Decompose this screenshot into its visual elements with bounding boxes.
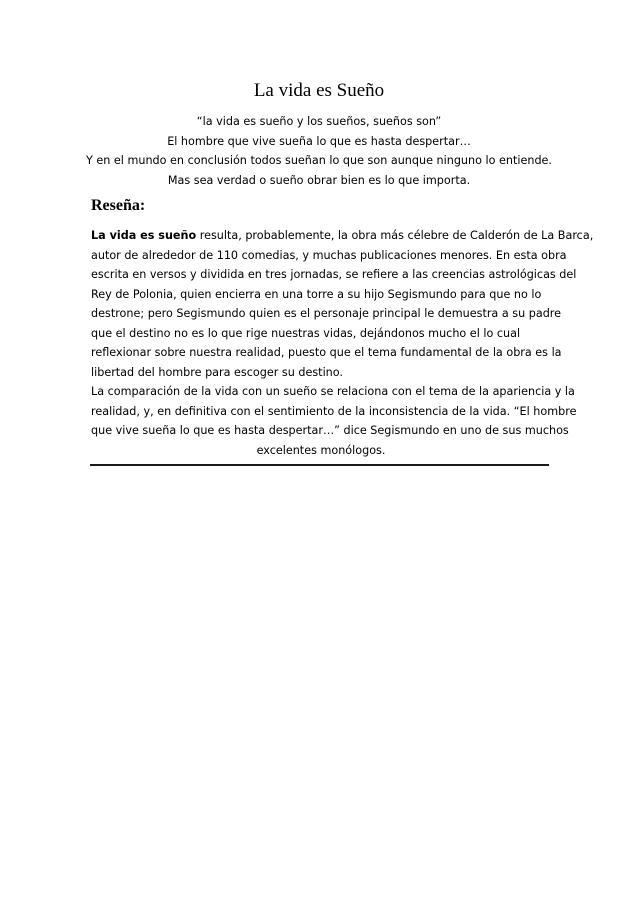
document-title: La vida es Sueño xyxy=(253,80,385,101)
review-line: reflexionar sobre nuestra realidad, puesto que el tema fundamental de la obra es la xyxy=(91,346,562,359)
review-line: que el destino no es lo que rige nuestras vidas, dejándonos mucho el lo cual xyxy=(91,326,521,340)
review-line: La comparación de la vida con un sueño se relaciona con el tema de la apariencia y la xyxy=(91,385,575,398)
epigraph-line: “la vida es sueño y los sueños, sueños son” xyxy=(196,115,442,128)
review-body xyxy=(91,226,594,460)
review-line: realidad, y, en definitiva con el sentimiento de la inconsistencia de la vida. “El hombre xyxy=(91,404,577,418)
review-heading: Reseña: xyxy=(91,197,146,214)
review-line: excelentes monólogos. xyxy=(256,443,386,457)
epigraph-line: Y en el mundo en conclusión todos sueñan lo que son aunque ninguno lo entiende. xyxy=(86,154,552,167)
review-line: libertad del hombre para escoger su destino. xyxy=(91,365,343,379)
horizontal-divider xyxy=(90,464,549,466)
review-line: Rey de Polonia, quien encierra en una torre a su hijo Segismundo para que no lo xyxy=(91,287,542,301)
review-line-text: resulta, probablemente, la obra más célebre de Calderón de La Barca, xyxy=(196,229,594,242)
epigraph-line: El hombre que vive sueña lo que es hasta despertar… xyxy=(167,134,471,148)
epigraph xyxy=(0,112,638,190)
review-line: escrita en versos y dividida en tres jornadas, se refiere a las creencias astrológicas del xyxy=(91,268,577,281)
review-line: que vive sueña lo que es hasta despertar…” dice Segismundo en uno de sus muchos xyxy=(91,424,569,437)
work-title-bold: La vida es sueño xyxy=(91,229,197,242)
review-line: autor de alrededor de 110 comedias, y muchas publicaciones menores. En esta obra xyxy=(91,248,567,262)
review-line: destrone; pero Segismundo quien es el personaje principal le demuestra a su padre xyxy=(91,307,562,320)
review-line xyxy=(91,226,594,246)
epigraph-line: Mas sea verdad o sueño obrar bien es lo que importa. xyxy=(167,173,471,187)
